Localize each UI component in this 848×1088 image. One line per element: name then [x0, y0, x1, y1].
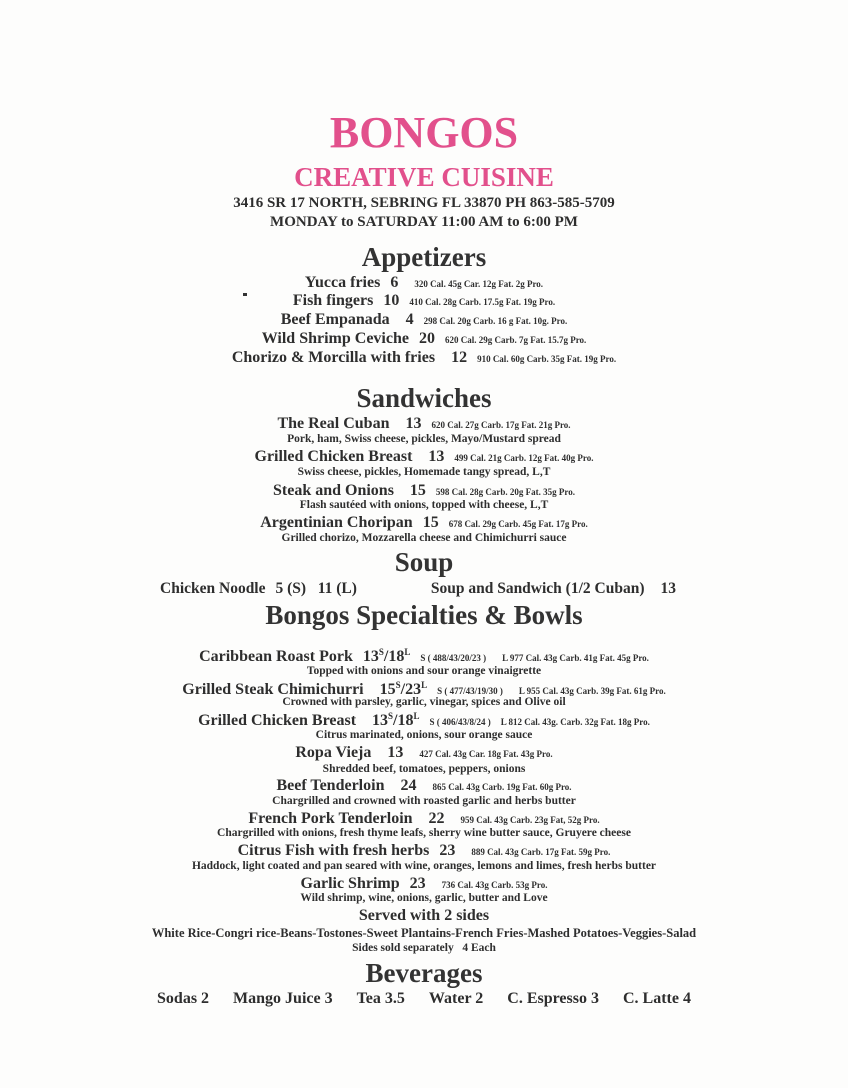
item-nutrition: 598 Cal. 28g Carb. 20g Fat. 35g Pro. — [435, 487, 575, 497]
item-description: Pork, ham, Swiss cheese, pickles, Mayo/Mustard spread — [287, 433, 561, 445]
item-price: 15 — [422, 514, 439, 531]
menu-item — [0, 449, 848, 465]
item-price: 12 — [451, 349, 468, 366]
item-description: Haddock, light coated and pan seared with wine, oranges, lemons and limes, fresh herbs butter — [191, 860, 657, 872]
item-description: Chargrilled and crowned with roasted garlic and herbs butter — [272, 795, 576, 807]
item-price: 13 — [428, 448, 445, 465]
sides-list: White Rice-Congri rice-Beans-Tostones-Sweet Plantains-French Fries-Mashed Potatoes-Veggies-Salad — [151, 926, 697, 940]
item-nutrition: 320 Cal. 45g Car. 12g Fat. 2g Pro. — [414, 279, 544, 289]
section-title-beverages: Beverages — [365, 958, 483, 988]
beverage-item: Sodas 2 — [157, 990, 210, 1007]
item-name: Grilled Chicken Breast — [198, 712, 357, 729]
item-description: Chargrilled with onions, fresh thyme leafs, sherry wine butter sauce, Gruyere cheese — [217, 827, 631, 839]
item-nutrition: 410 Cal. 28g Carb. 17.5g Fat. 19g Pro. — [409, 297, 556, 307]
item-nutrition: 620 Cal. 27g Carb. 17g Fat. 21g Pro. — [431, 420, 571, 430]
item-nutrition: L 955 Cal. 43g Carb. 39g Fat. 61g Pro. — [518, 686, 666, 696]
item-name: The Real Cuban — [277, 415, 390, 432]
soup-item-left — [160, 581, 357, 597]
item-nutrition: L 977 Cal. 43g Carb. 41g Fat. 45g Pro. — [502, 653, 649, 663]
item-description: Shredded beef, tomatoes, peppers, onions — [322, 763, 526, 775]
item-nutrition: 865 Cal. 43g Carb. 19g Fat. 60g Pro. — [432, 782, 572, 792]
item-name: Fish fingers — [292, 292, 374, 309]
menu-item — [0, 312, 848, 328]
item-name: French Pork Tenderloin — [248, 810, 413, 827]
menu-item — [0, 515, 848, 531]
item-name: Chorizo & Morcilla with fries — [231, 349, 436, 366]
item-nutrition-small: S ( 477/43/19/30 ) — [437, 686, 503, 696]
item-name: Steak and Onions — [272, 482, 394, 499]
item-nutrition-small: S ( 488/43/20/23 ) — [420, 653, 487, 663]
item-description: Crowned with parsley, garlic, vinegar, spices and Olive oil — [282, 696, 566, 708]
item-price: 20 — [418, 330, 435, 347]
beverage-item: Water 2 — [428, 990, 484, 1007]
item-name: Caribbean Roast Pork — [199, 648, 353, 665]
soup-item-right — [431, 581, 676, 597]
beverage-item: C. Latte 4 — [622, 990, 691, 1007]
item-nutrition: 959 Cal. 43g Carb. 23g Fat, 52g Pro. — [460, 815, 600, 825]
menu-item — [0, 648, 848, 665]
item-price: 13 — [660, 580, 676, 597]
beverage-item: Mango Juice 3 — [233, 990, 333, 1007]
menu-item — [0, 843, 848, 859]
item-nutrition: 910 Cal. 60g Carb. 35g Fat. 19g Pro. — [477, 354, 617, 364]
menu-item — [0, 293, 848, 309]
item-price: 5 (S) 11 (L) — [275, 580, 357, 597]
item-description: Swiss cheese, pickles, Homemade tangy spread, L,T — [297, 466, 551, 478]
item-nutrition: 298 Cal. 20g Carb. 16 g Fat. 10g. Pro. — [423, 316, 568, 326]
item-nutrition: 736 Cal. 43g Carb. 53g Pro. — [441, 880, 548, 890]
item-name: Grilled Steak Chimichurri — [182, 681, 364, 698]
item-description: Topped with onions and sour orange vinaigrette — [306, 665, 542, 677]
item-price: 23 — [439, 842, 456, 859]
menu-item — [0, 712, 848, 729]
item-name: Yucca fries — [304, 274, 381, 291]
item-description: Flash sautéed with onions, topped with cheese, L,T — [299, 499, 549, 511]
item-nutrition: 620 Cal. 29g Carb. 7g Fat. 15.7g Pro. — [444, 335, 587, 345]
item-price: 4 — [405, 311, 414, 328]
item-name: Beef Empanada — [280, 311, 390, 328]
item-name: Grilled Chicken Breast — [254, 448, 413, 465]
item-nutrition: 499 Cal. 21g Carb. 12g Fat. 40g Pro. — [454, 453, 594, 463]
item-price: $13^S/18^L$ — [362, 647, 411, 665]
item-price: 10 — [383, 292, 400, 309]
item-price: 24 — [400, 777, 417, 794]
item-description: Grilled chorizo, Mozzarella cheese and Chimichurri sauce — [281, 532, 567, 544]
item-price: 22 — [428, 810, 445, 827]
menu-item — [0, 416, 848, 432]
item-price: 6 — [390, 274, 399, 291]
item-name: Garlic Shrimp — [300, 875, 400, 892]
item-price: $13^S/18^L$ — [372, 711, 420, 729]
menu-item — [0, 745, 848, 761]
item-name: Soup and Sandwich (1/2 Cuban) — [430, 580, 645, 597]
menu-item — [0, 275, 848, 291]
item-nutrition: 678 Cal. 29g Carb. 45g Fat. 17g Pro. — [448, 519, 588, 529]
item-name: Wild Shrimp Ceviche — [261, 330, 409, 347]
item-name: Argentinian Choripan — [260, 514, 413, 531]
item-nutrition: 889 Cal. 43g Carb. 17g Fat. 59g Pro. — [471, 847, 611, 857]
item-name: Beef Tenderloin — [276, 777, 385, 794]
menu-item — [0, 876, 848, 892]
beverage-item: Tea 3.5 — [356, 990, 405, 1007]
restaurant-name: BONGOS — [329, 108, 519, 157]
menu-item — [0, 778, 848, 794]
section-title-sandwiches: Sandwiches — [356, 383, 492, 413]
item-price: 13 — [387, 744, 404, 761]
section-title-appetizers: Appetizers — [361, 242, 487, 272]
menu-item — [0, 350, 848, 366]
beverage-item: C. Espresso 3 — [507, 990, 599, 1007]
beverages-row — [0, 991, 848, 1007]
item-price: $15^S/23^L$ — [379, 680, 428, 698]
sides-title: Served with 2 sides — [358, 907, 490, 924]
item-description: Wild shrimp, wine, onions, garlic, butter and Love — [300, 892, 548, 904]
sides-note: Sides sold separately 4 Each — [352, 942, 496, 954]
menu-item — [0, 331, 848, 347]
menu-item — [0, 811, 848, 827]
item-name: Citrus Fish with fresh herbs — [237, 842, 430, 859]
address: 3416 SR 17 NORTH, SEBRING FL 33870 PH 863-585-5709 — [233, 195, 615, 211]
tagline: CREATIVE CUISINE — [294, 162, 554, 192]
item-name: Ropa Vieja — [295, 744, 372, 761]
menu-item — [0, 483, 848, 499]
item-nutrition: L 812 Cal. 43g. Carb. 32g Fat. 18g Pro. — [500, 717, 650, 727]
item-nutrition: 427 Cal. 43g Car. 18g Fat. 43g Pro. — [419, 749, 553, 759]
item-description: Citrus marinated, onions, sour orange sauce — [315, 729, 533, 741]
item-price: 23 — [409, 875, 426, 892]
section-title-soup: Soup — [394, 547, 454, 577]
item-price: 15 — [409, 482, 426, 499]
item-price: 13 — [405, 415, 422, 432]
item-name: Chicken Noodle — [160, 580, 266, 597]
hours: MONDAY to SATURDAY 11:00 AM to 6:00 PM — [270, 214, 578, 230]
section-title-specialties: Bongos Specialties & Bowls — [265, 600, 583, 630]
item-nutrition-small: S ( 406/43/8/24 ) — [429, 717, 491, 727]
